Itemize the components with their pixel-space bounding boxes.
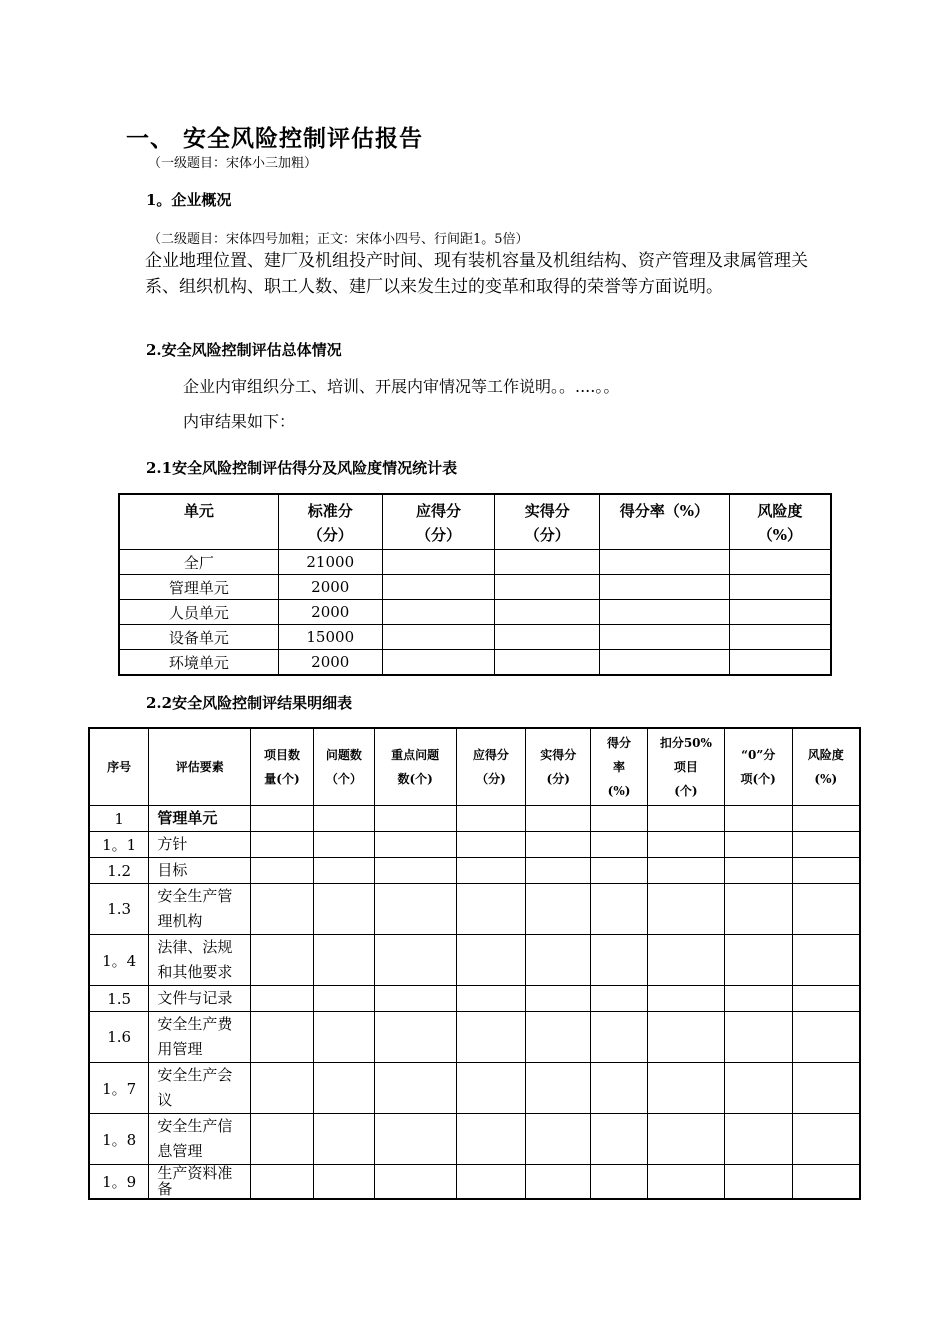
empty-cell — [647, 1165, 724, 1199]
empty-cell — [374, 1063, 456, 1114]
empty-cell — [792, 935, 860, 986]
empty-cell — [382, 575, 495, 600]
seq-cell: 1.2 — [89, 858, 149, 884]
empty-cell — [251, 1114, 314, 1165]
header-cell: 问题数 （个） — [313, 728, 374, 806]
table-row — [89, 935, 860, 986]
empty-cell — [526, 1165, 591, 1199]
empty-cell — [526, 1012, 591, 1063]
header-cell: 风险度 （%） — [729, 494, 831, 550]
header-cell: 得分率（%） — [600, 494, 730, 550]
table-row — [119, 625, 831, 650]
empty-cell — [724, 858, 792, 884]
seq-cell: 1。1 — [89, 832, 149, 858]
unit-cell: 人员单元 — [119, 600, 278, 625]
empty-cell — [591, 806, 648, 832]
empty-cell — [456, 986, 526, 1012]
seq-cell: 1。8 — [89, 1114, 149, 1165]
empty-cell — [495, 625, 600, 650]
empty-cell — [382, 650, 495, 676]
empty-cell — [313, 858, 374, 884]
empty-cell — [647, 1063, 724, 1114]
element-cell: 管理单元 — [149, 806, 251, 832]
empty-cell — [313, 806, 374, 832]
empty-cell — [374, 858, 456, 884]
standard-score-cell: 2000 — [278, 650, 382, 676]
table-header-row — [89, 728, 860, 806]
table-row — [119, 575, 831, 600]
table-row — [89, 884, 860, 935]
element-cell: 安全生产费 用管理 — [149, 1012, 251, 1063]
empty-cell — [792, 884, 860, 935]
empty-cell — [591, 884, 648, 935]
empty-cell — [591, 986, 648, 1012]
empty-cell — [374, 1012, 456, 1063]
empty-cell — [313, 1165, 374, 1199]
empty-cell — [591, 1114, 648, 1165]
empty-cell — [495, 650, 600, 676]
empty-cell — [724, 986, 792, 1012]
empty-cell — [313, 1063, 374, 1114]
empty-cell — [647, 1114, 724, 1165]
empty-cell — [382, 600, 495, 625]
empty-cell — [495, 550, 600, 575]
empty-cell — [374, 986, 456, 1012]
unit-cell: 环境单元 — [119, 650, 278, 676]
empty-cell — [729, 625, 831, 650]
empty-cell — [647, 986, 724, 1012]
empty-cell — [251, 935, 314, 986]
empty-cell — [792, 1165, 860, 1199]
empty-cell — [251, 832, 314, 858]
seq-cell: 1 — [89, 806, 149, 832]
empty-cell — [647, 884, 724, 935]
result-detail-table — [88, 727, 861, 1200]
empty-cell — [526, 832, 591, 858]
section-2-title: 2.安全风险控制评估总体情况 — [146, 341, 342, 359]
standard-score-cell: 2000 — [278, 600, 382, 625]
table-row — [89, 986, 860, 1012]
empty-cell — [251, 858, 314, 884]
empty-cell — [313, 1114, 374, 1165]
empty-cell — [495, 575, 600, 600]
empty-cell — [600, 550, 730, 575]
empty-cell — [251, 1063, 314, 1114]
standard-score-cell: 15000 — [278, 625, 382, 650]
empty-cell — [526, 1114, 591, 1165]
empty-cell — [374, 1114, 456, 1165]
empty-cell — [251, 806, 314, 832]
header-cell: 应得分 （分) — [456, 728, 526, 806]
empty-cell — [313, 935, 374, 986]
empty-cell — [591, 935, 648, 986]
table-row — [89, 1063, 860, 1114]
empty-cell — [724, 1114, 792, 1165]
empty-cell — [526, 806, 591, 832]
empty-cell — [374, 1165, 456, 1199]
empty-cell — [374, 935, 456, 986]
empty-cell — [251, 884, 314, 935]
standard-score-cell: 21000 — [278, 550, 382, 575]
standard-score-cell: 2000 — [278, 575, 382, 600]
section-1-title: 1。企业概况 — [146, 191, 232, 209]
section-1-body: 企业地理位置、建厂及机组投产时间、现有装机容量及机组结构、资产管理及隶属管理关系、组织机构、职工人数、建厂以来发生过的变革和取得的荣誉等方面说明。 — [145, 251, 808, 297]
empty-cell — [591, 1012, 648, 1063]
empty-cell — [792, 806, 860, 832]
empty-cell — [382, 625, 495, 650]
empty-cell — [647, 935, 724, 986]
header-cell: 评估要素 — [149, 728, 251, 806]
element-cell: 安全生产信 息管理 — [149, 1114, 251, 1165]
table-row — [119, 550, 831, 575]
table-row — [89, 832, 860, 858]
empty-cell — [456, 884, 526, 935]
header-cell: 重点问题 数(个) — [374, 728, 456, 806]
empty-cell — [600, 625, 730, 650]
header-cell: 实得分 （分） — [495, 494, 600, 550]
empty-cell — [456, 1012, 526, 1063]
empty-cell — [792, 986, 860, 1012]
table-row — [89, 1114, 860, 1165]
empty-cell — [792, 1114, 860, 1165]
table-row — [89, 806, 860, 832]
header-cell: 扣分50% 项目 (个) — [647, 728, 724, 806]
empty-cell — [724, 1012, 792, 1063]
element-cell: 法律、法规 和其他要求 — [149, 935, 251, 986]
element-cell: 生产资料准 备 — [149, 1165, 251, 1199]
empty-cell — [591, 1063, 648, 1114]
empty-cell — [313, 884, 374, 935]
heading-format-note: （一级题目：宋体小三加粗） — [148, 156, 318, 171]
empty-cell — [647, 858, 724, 884]
table-2-title: 2.2安全风险控制评结果明细表 — [146, 694, 353, 712]
empty-cell — [382, 550, 495, 575]
header-cell: 风险度 (%) — [792, 728, 860, 806]
table-row — [89, 1165, 860, 1199]
empty-cell — [251, 1012, 314, 1063]
empty-cell — [456, 1063, 526, 1114]
empty-cell — [526, 858, 591, 884]
empty-cell — [456, 858, 526, 884]
empty-cell — [251, 1165, 314, 1199]
table-row — [89, 1012, 860, 1063]
empty-cell — [374, 832, 456, 858]
empty-cell — [600, 575, 730, 600]
seq-cell: 1。4 — [89, 935, 149, 986]
seq-cell: 1。9 — [89, 1165, 149, 1199]
empty-cell — [591, 1165, 648, 1199]
empty-cell — [251, 986, 314, 1012]
empty-cell — [729, 650, 831, 676]
empty-cell — [600, 650, 730, 676]
empty-cell — [647, 806, 724, 832]
element-cell: 方针 — [149, 832, 251, 858]
score-summary-table — [118, 493, 832, 676]
empty-cell — [456, 1114, 526, 1165]
header-cell: 应得分 （分） — [382, 494, 495, 550]
seq-cell: 1.3 — [89, 884, 149, 935]
empty-cell — [374, 884, 456, 935]
empty-cell — [724, 806, 792, 832]
table-1-title: 2.1安全风险控制评估得分及风险度情况统计表 — [146, 459, 458, 477]
table-header-row — [119, 494, 831, 550]
empty-cell — [792, 858, 860, 884]
empty-cell — [456, 1165, 526, 1199]
empty-cell — [456, 935, 526, 986]
empty-cell — [526, 884, 591, 935]
table-row — [119, 600, 831, 625]
header-cell: 得分 率 (%) — [591, 728, 648, 806]
empty-cell — [591, 832, 648, 858]
empty-cell — [792, 1063, 860, 1114]
seq-cell: 1.5 — [89, 986, 149, 1012]
empty-cell — [526, 986, 591, 1012]
empty-cell — [526, 935, 591, 986]
empty-cell — [600, 600, 730, 625]
section-2-line-1: 企业内审组织分工、培训、开展内审情况等工作说明。。....。。 — [183, 377, 620, 396]
element-cell: 目标 — [149, 858, 251, 884]
empty-cell — [792, 832, 860, 858]
empty-cell — [729, 550, 831, 575]
header-cell: 项目数 量(个) — [251, 728, 314, 806]
table-row — [89, 858, 860, 884]
element-cell: 安全生产管 理机构 — [149, 884, 251, 935]
empty-cell — [313, 1012, 374, 1063]
header-cell: 序号 — [89, 728, 149, 806]
empty-cell — [313, 986, 374, 1012]
element-cell: 安全生产会 议 — [149, 1063, 251, 1114]
empty-cell — [374, 806, 456, 832]
header-cell: 标准分 （分） — [278, 494, 382, 550]
empty-cell — [456, 832, 526, 858]
empty-cell — [647, 1012, 724, 1063]
empty-cell — [591, 858, 648, 884]
header-cell: 单元 — [119, 494, 278, 550]
empty-cell — [724, 1063, 792, 1114]
empty-cell — [526, 1063, 591, 1114]
empty-cell — [495, 600, 600, 625]
empty-cell — [729, 575, 831, 600]
unit-cell: 管理单元 — [119, 575, 278, 600]
unit-cell: 设备单元 — [119, 625, 278, 650]
header-cell: “0”分 项(个) — [724, 728, 792, 806]
element-cell: 文件与记录 — [149, 986, 251, 1012]
empty-cell — [313, 832, 374, 858]
empty-cell — [729, 600, 831, 625]
seq-cell: 1.6 — [89, 1012, 149, 1063]
unit-cell: 全厂 — [119, 550, 278, 575]
empty-cell — [724, 935, 792, 986]
empty-cell — [724, 832, 792, 858]
empty-cell — [724, 884, 792, 935]
empty-cell — [647, 832, 724, 858]
section-2-line-2: 内审结果如下： — [183, 412, 296, 431]
empty-cell — [724, 1165, 792, 1199]
header-cell: 实得分 (分) — [526, 728, 591, 806]
empty-cell — [792, 1012, 860, 1063]
seq-cell: 1。7 — [89, 1063, 149, 1114]
section-1-format-note: （二级题目：宋体四号加粗；正文：宋体小四号、行间距1。5倍） — [148, 232, 529, 247]
page-title: 一、 安全风险控制评估报告 — [126, 125, 424, 152]
empty-cell — [456, 806, 526, 832]
table-row — [119, 650, 831, 676]
